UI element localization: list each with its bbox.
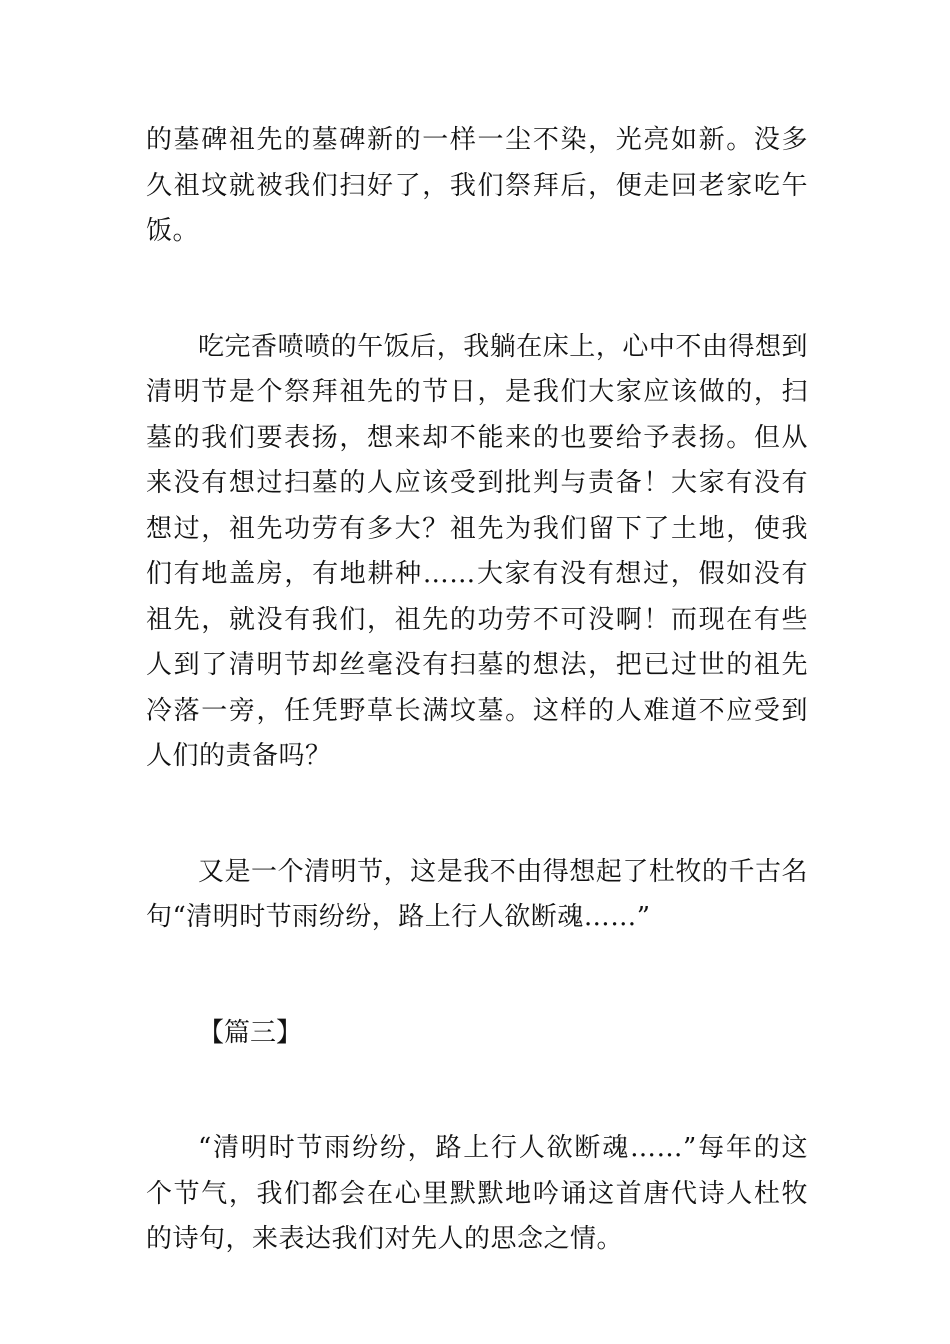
paragraph-continuation: 的墓碑祖先的墓碑新的一样一尘不染，光亮如新。没多久祖坟就被我们扫好了，我们祭拜后，便走回老家吃午饭。 — [146, 125, 808, 246]
paragraph-section-three-intro: “清明时节雨纷纷，路上行人欲断魂……”每年的这个节气，我们都会在心里默默地吟诵这首唐代诗人杜牧的诗句，来表达我们对先人的思念之情。 — [146, 1133, 808, 1254]
paragraph-poem-reference: 又是一个清明节，这是我不由得想起了杜牧的千古名句“清明时节雨纷纷，路上行人欲断魂……” — [146, 856, 808, 932]
paragraph-gap — [146, 780, 808, 850]
section-heading: 【篇三】 — [198, 1017, 303, 1048]
paragraph-gap — [146, 1056, 808, 1126]
paragraph-reflection: 吃完香喷喷的午饭后，我躺在床上，心中不由得想到清明节是个祭拜祖先的节日，是我们大家应该做的，扫墓的我们要表扬，想来却不能来的也要给予表扬。但从来没有想过扫墓的人应该受到批判与责备！大家有没有想过，祖先功劳有多大？祖先为我们留下了土地，使我们有地盖房，有地耕种……大家有没有想过，假如没有祖先，就没有我们，祖先的功劳不可没啊！而现在有些人到了清明节却丝毫没有扫墓的想法，把已过世的祖先冷落一旁，任凭野草长满坟墓。这样的人难道不应受到人们的责备吗？ — [146, 331, 808, 771]
paragraph-gap — [146, 255, 808, 325]
paragraph-gap — [146, 941, 808, 1011]
